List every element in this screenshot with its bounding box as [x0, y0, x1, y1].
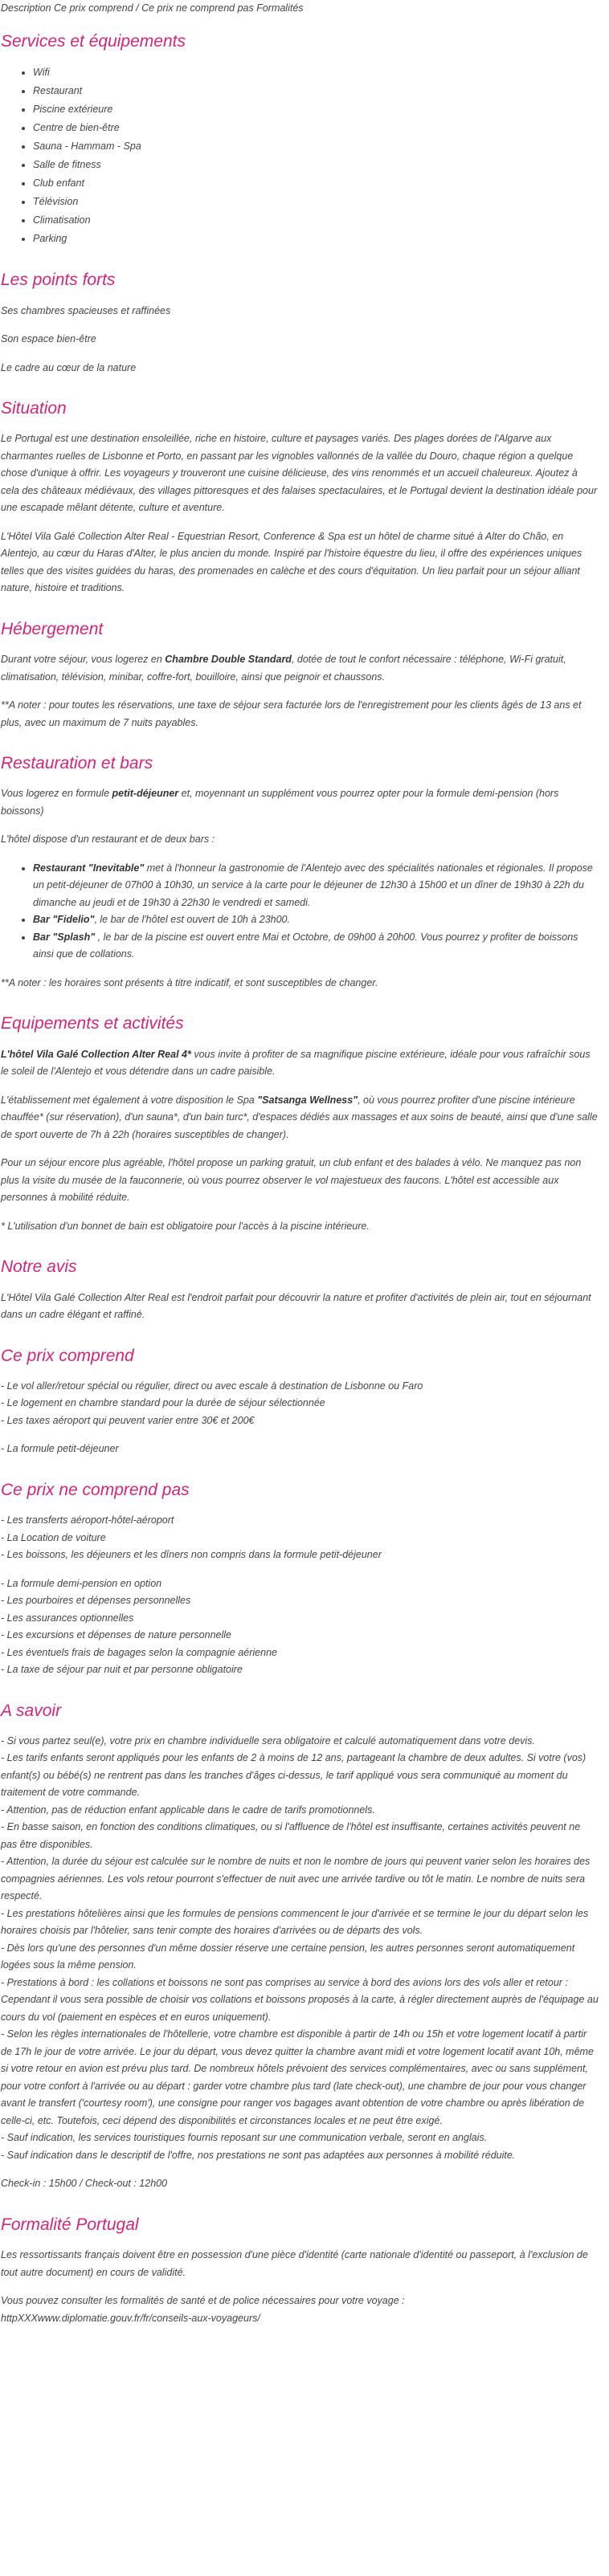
prix-ne-comprend-title: Ce prix ne comprend pas [1, 1480, 190, 1499]
a-savoir-title: A savoir [1, 1701, 62, 1720]
list-item: • Piscine extérieure [33, 100, 599, 119]
tabs-line[interactable]: Description Ce prix comprend / Ce prix ne comprend pas Formalités [1, 2, 304, 14]
list-item: • Bar "Fidelio", le bar de l'hôtel est ouvert de 10h à 23h00. [33, 911, 599, 929]
situation-title: Situation [1, 399, 67, 418]
hebergement-note: **A noter : pour toutes les réservations, une taxe de séjour sera facturée lors de l'enregistrement pour les clients âgés de 13 ans et plus, avec un maximum de 7 nuits payables. [1, 699, 582, 728]
list-item: - Les boissons, les déjeuners et les dîners non compris dans la formule petit-déjeuner [1, 1549, 382, 1561]
restauration-note: **A noter : les horaires sont présents à titre indicatif, et sont susceptibles de changer. [1, 976, 378, 988]
list-item: • Wifi [33, 63, 599, 82]
equipements-paragraph: L'hôtel Vila Galé Collection Alter Real 4* vous invite à profiter de sa magnifique piscine extérieure, idéale pour vous rafraîchir sous le soleil de l'Alentejo et vous détendre dans un cadre paisible. [1, 1048, 591, 1078]
list-item: - La taxe de séjour par nuit et par personne obligatoire [1, 1664, 243, 1676]
equipements-paragraph: L'établissement met également à votre disposition le Spa "Satsanga Wellness", où vous pourrez profiter d'une piscine intérieure chauffée* (sur réservation), d'un sauna*, d'un bain turc*, d'espaces dédiés aux massages et aux soins de beauté, ainsi que d'une salle de sport ouverte de 7h à 22h (horaires susceptibles de changer). [1, 1094, 598, 1140]
point-fort: Ses chambres spacieuses et raffinées [1, 304, 171, 316]
list-item: - Attention, pas de réduction enfant applicable dans le cadre de tarifs promotionnels. [1, 1804, 375, 1816]
list-item: • Restaurant [33, 82, 599, 100]
list-item: - Selon les règles internationales de l'hôtellerie, votre chambre est disponible à partir de 14h ou 15h et votre logement locatif à partir de 17h le jour de votre arrivée. Le jour du départ, vous devez quitter la chambre avant midi et votre logement locatif avant 10h, même si votre retour en avion est prévu plus tard. De nombreux hôtels prévoient des services complémentaires, avec ou sans supplément, pour votre confort à l'arrivée ou au départ : garder votre chambre plus tard (late check-out), une chambre de jour pour vous changer avant le transfert ('courtesy room'), une consigne pour ranger vos bagages avant obtention de votre chambre ou après libération de celle-ci, etc. Toutefois, ceci dépend des disponibilités et circonstances locales et ne peut être exigé. [1, 2028, 594, 2126]
point-fort: Le cadre au cœur de la nature [1, 361, 137, 373]
list-item: • Sauna - Hammam - Spa [33, 137, 599, 156]
list-item: - Les assurances optionnelles [1, 1612, 134, 1624]
list-item: - Les prestations hôtelières ainsi que les formules de pensions commencent le jour d'arrivée et se termine le jour du départ selon les horaires choisis par l'hôtelier, sans tenir compte des horaires d'arrivées ou de départs des vols. [1, 1907, 589, 1937]
checkin-checkout: Check-in : 15h00 / Check-out : 12h00 [1, 2178, 168, 2190]
hebergement-title: Hébergement [1, 619, 104, 638]
list-item: • Restaurant "Inevitable" met à l'honneur la gastronomie de l'Alentejo avec des spécialités nationales et régionales. Il propose un petit-déjeuner de 07h00 à 10h30, un service à la carte pour le déjeuner de 12h30 à 15h00 et un dîner de 19h30 à 22h du dimanche au jeudi et de 19h30 à 22h30 le vendredi et samedi. [33, 860, 599, 912]
list-item: - Sauf indication, les services touristiques fournis reposant sur une communication verbale, seront en anglais. [1, 2132, 488, 2144]
list-item: - La Location de voiture [1, 1531, 106, 1543]
prix-comprend-title: Ce prix comprend [1, 1346, 134, 1365]
list-item: - Les taxes aéroport qui peuvent varier entre 30€ et 200€ [1, 1414, 255, 1426]
list-item: - Les transferts aéroport-hôtel-aéroport [1, 1514, 174, 1526]
list-item: • Salle de fitness [33, 156, 599, 174]
restauration-paragraph: L'hôtel dispose d'un restaurant et de deux bars : [1, 834, 215, 846]
list-item: • Bar "Splash" , le bar de la piscine est ouvert entre Mai et Octobre, de 09h00 à 20h00. Vous pourrez y profiter de boissons ainsi que de collations. [33, 929, 599, 964]
a-savoir-list [1, 1733, 599, 2193]
list-item: - Les tarifs enfants seront appliqués pour les enfants de 2 à moins de 12 ans, partageant la chambre de deux adultes. Si votre (vos) enfant(s) ou bébé(s) ne rentrent pas dans les tranches d'âges ci-dessus, le tarif appliqué vous sera communiqué au moment du traitement de votre commande. [1, 1752, 587, 1799]
points-forts-title: Les points forts [1, 271, 116, 290]
list-item: - Les excursions et dépenses de nature personnelle [1, 1629, 231, 1641]
list-item: - Sauf indication dans le descriptif de l'offre, nos prestations ne sont pas adaptées aux personnes à mobilité réduite. [1, 2149, 516, 2161]
formalite-paragraph: Vous pouvez consulter les formalités de santé et de police nécessaires pour votre voyage : [1, 2295, 405, 2307]
formalite-links [1, 2293, 599, 2327]
list-item: - Prestations à bord : les collations et boissons ne sont pas comprises au service à bord des avions lors des vols aller et retour : Cependant il vous sera possible de choisir vos collations et boissons proposés à la carte, à régler directement auprès de l'équipage au cours du vol (paiement en espèces et en euros uniquement). [1, 1976, 599, 2023]
list-item: • Climatisation [33, 211, 599, 230]
services-list [1, 63, 599, 248]
equipements-note: * L'utilisation d'un bonnet de bain est obligatoire pour l'accès à la piscine intérieure. [1, 1220, 370, 1232]
notre-avis-paragraph: L'Hôtel Vila Galé Collection Alter Real est l'endroit parfait pour découvrir la nature et profiter d'activités de plein air, tout en séjournant dans un cadre élégant et raffiné. [1, 1291, 591, 1321]
prix-comprend-list [1, 1378, 599, 1458]
list-item: • Centre de bien-être [33, 119, 599, 137]
hebergement-paragraph: Durant votre séjour, vous logerez en Chambre Double Standard, dotée de tout le confort nécessaire : téléphone, Wi-Fi gratuit, climatisation, télévision, minibar, coffre-fort, bouilloire, ainsi que peignoir et chaussons. [1, 654, 566, 683]
notre-avis-title: Notre avis [1, 1257, 77, 1277]
restauration-paragraph: Vous logerez en formule petit-déjeuner et, moyennant un supplément vous pourrez opter pour la formule demi-pension (hors boissons) [1, 788, 559, 817]
list-item: - Dès lors qu'une des personnes d'un même dossier réserve une certaine pension, les autres personnes seront automatiquement logées sous la même pension. [1, 1942, 575, 1971]
list-item: - Attention, la durée du séjour est calculée sur le nombre de nuits et non le nombre de jours qui peuvent varier selon les horaires des compagnies aériennes. Les vols retour pourront s'effectuer de nuit avec une arrivée tardive ou tôt le matin. Le nombre de nuits sera respecté. [1, 1856, 591, 1902]
formalite-paragraph: Les ressortissants français doivent être en possession d'une pièce d'identité (carte nationale d'identité ou passeport, à l'exclusion de tout autre document) en cours de validité. [1, 2249, 588, 2278]
list-item: - La formule petit-déjeuner [1, 1443, 119, 1455]
prix-ne-comprend-list [1, 1512, 599, 1679]
list-item: - Si vous partez seul(e), votre prix en chambre individuelle sera obligatoire et calculé automatiquement dans votre devis. [1, 1734, 535, 1747]
list-item: - En basse saison, en fonction des conditions climatiques, ou si l'affluence de l'hôtel est insuffisante, certaines activités peuvent ne pas être disponibles. [1, 1821, 581, 1850]
list-item: • Club enfant [33, 174, 599, 193]
equipements-paragraph: Pour un séjour encore plus agréable, l'hôtel propose un parking gratuit, un club enfant et des balades à vélo. Ne manquez pas non plus la visite du musée de la fauconnerie, où vous pourrez observer le vol majestueux des faucons. L'hôtel est accessible aux personnes à mobilité réduite. [1, 1157, 582, 1204]
formalite-link[interactable]: httpXXXwww.diplomatie.gouv.fr/fr/conseils-aux-voyageurs/ [1, 2312, 260, 2324]
equipements-title: Equipements et activités [1, 1014, 184, 1033]
restauration-title: Restauration et bars [1, 754, 153, 773]
list-item: - Le vol aller/retour spécial ou régulier, direct ou avec escale à destination de Lisbonne ou Faro [1, 1380, 423, 1392]
list-item: • Parking [33, 230, 599, 248]
list-item: - Les pourboires et dépenses personnelles [1, 1595, 191, 1607]
situation-paragraph: Le Portugal est une destination ensoleillée, riche en histoire, culture et paysages variés. Des plages dorées de l'Algarve aux charmantes ruelles de Lisbonne et Porto, en passant par les vignobles vallonnés de la vallée du Douro, chaque région a quelque chose d'unique à offrir. Les voyageurs y trouveront une cuisine délicieuse, des vins renommés et un accueil chaleureux. Ajoutez à cela des châteaux médiévaux, des villages pittoresques et des falaises spectaculaires, et le Portugal devient la destination idéale pour une escapade mêlant détente, culture et aventure. [1, 433, 598, 514]
list-item: - La formule demi-pension en option [1, 1577, 162, 1589]
list-item: - Les éventuels frais de bagages selon la compagnie aérienne [1, 1646, 277, 1658]
list-item: • Télévision [33, 193, 599, 211]
services-title: Services et équipements [1, 32, 186, 51]
list-item: - Le logement en chambre standard pour la durée de séjour sélectionnée [1, 1397, 325, 1409]
point-fort: Son espace bien-être [1, 333, 96, 345]
situation-paragraph: L'Hôtel Vila Galé Collection Alter Real - Equestrian Resort, Conference & Spa est un hôtel de charme situé à Alter do Chão, en Alentejo, au cœur du Haras d'Alter, le plus ancien du monde. Inspiré par l'histoire équestre du lieu, il offre des expériences uniques telles que des visites guidées du haras, des promenades en calèche et des cours d'équitation. Un lieu parfait pour un séjour alliant nature, histoire et traditions. [1, 530, 582, 594]
formalite-title: Formalité Portugal [1, 2215, 139, 2234]
restauration-list [1, 860, 599, 964]
